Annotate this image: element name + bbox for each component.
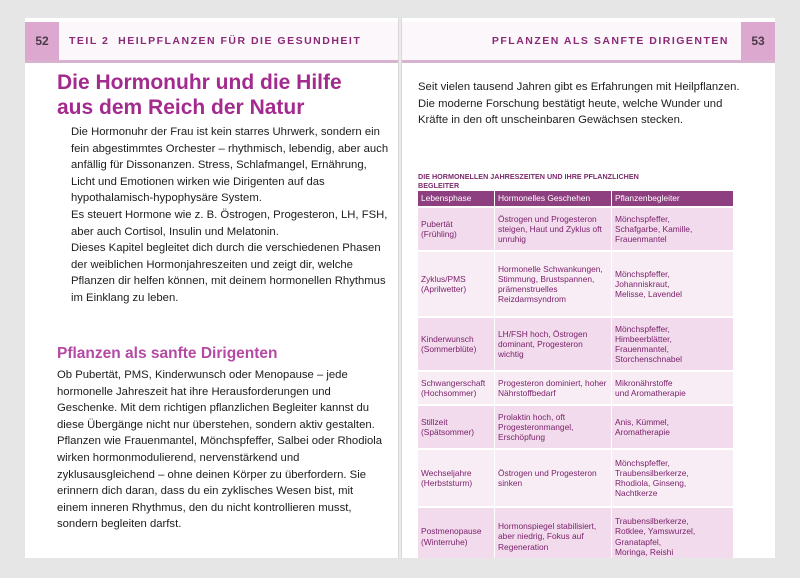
table-row (418, 405, 734, 449)
right-page (402, 18, 775, 558)
table-cell: Mönchspfeffer, Himbeerblätter, Frauenmantel, Storchenschnabel (612, 317, 734, 371)
table-row (418, 371, 734, 405)
table-cell: Mönchspfeffer, Johanniskraut, Melisse, Lavendel (612, 251, 734, 317)
table-cell: Progesteron dominiert, hoher Nährstoffbedarf (495, 371, 612, 405)
table-cell: Traubensilberkerze, Rotklee, Yamswurzel, Granatapfel, Moringa, Reishi (612, 507, 734, 558)
right-running-header (402, 22, 775, 63)
table-cell: Schwangerschaft (Hochsommer) (418, 371, 495, 405)
table-cell: Zyklus/PMS (Aprilwetter) (418, 251, 495, 317)
table-cell: LH/FSH hoch, Östrogen dominant, Progesteron wichtig (495, 317, 612, 371)
table-row (418, 251, 734, 317)
table-cell: Östrogen und Progesteron sinken (495, 449, 612, 507)
table-cell: Östrogen und Progesteron steigen, Haut und Zyklus oft unruhig (495, 207, 612, 251)
table-cell: Anis, Kümmel, Aromatherapie (612, 405, 734, 449)
right-header-text: PFLANZEN ALS SANFTE DIRIGENTEN (491, 35, 729, 47)
body-paragraph: Ob Pubertät, PMS, Kinderwunsch oder Menopause – jede hormonelle Jahreszeit hat ihre Herausforderungen und Geschenke. Mit dem richtigen pflanzlichen Begleiter kannst du diese Übergänge nicht nur überstehen, sondern aktiv gestalten. Pflanzen wie Frauenmantel, Mönchspfeffer, Salbei oder Rhodiola wirken hormonmodulierend, nervenstärkend und zyklusausgleichend – ohne deinen Körper zu überfordern. Sie erinnern dich daran, dass du ein zyklisches Wesen bist, mit einem inneren Rhythmus, den du nicht kontrollieren musst, sondern begleiten darfst. (57, 369, 383, 531)
table-cell: Mönchspfeffer, Traubensilberkerze, Rhodiola, Ginseng, Nachtkerze (612, 449, 734, 507)
left-page-number: 52 (25, 22, 59, 60)
table-header-cell: Lebensphase (418, 191, 495, 207)
table-cell: Hormonspiegel stabilisiert, aber niedrig, Fokus auf Regeneration (495, 507, 612, 558)
table-header-cell: Pflanzenbegleiter (612, 191, 734, 207)
table-cell: Stillzeit (Spätsommer) (418, 405, 495, 449)
table-row (418, 449, 734, 507)
table-cell: Postmenopause (Winterruhe) (418, 507, 495, 558)
table-header-row (418, 191, 734, 207)
table-row (418, 207, 734, 251)
section-heading: Pflanzen als sanfte Dirigenten (57, 345, 278, 362)
right-intro-paragraph: Seit vielen tausend Jahren gibt es Erfahrungen mit Heilpflanzen. Die moderne Forschung bestätigt heute, welche Wunder und Kräfte in den oft unscheinbaren Gewächsen stecken. (418, 81, 740, 127)
intro-paragraph: Die Hormonuhr der Frau ist kein starres Uhrwerk, sondern ein fein abgestimmtes Orchester – rhythmisch, lebendig, aber auch anfällig für Dissonanzen. Stress, Schlafmangel, Ernährung, Licht und Emotionen wirken wie Dirigenten auf das hypothalamisch-hypophysäre System. Es steuert Hormone wie z. B. Östrogen, Progesteron, LH, FSH, aber auch Cortisol, Insulin und Melatonin. Dieses Kapitel begleitet dich durch die verschiedenen Phasen der weiblichen Hormonjahreszeiten und zeigt dir, welche Pflanzen dir helfen können, mit deinem hormonellen Rhythmus im Einklang zu leben. (71, 126, 389, 304)
table-cell: Prolaktin hoch, oft Progesteronmangel, Erschöpfung (495, 405, 612, 449)
hormone-seasons-table (418, 191, 734, 558)
table-row (418, 507, 734, 558)
left-running-header (25, 22, 398, 63)
left-page (25, 18, 398, 558)
table-row (418, 317, 734, 371)
table-cell: Mönchspfeffer, Schafgarbe, Kamille, Frauenmantel (612, 207, 734, 251)
table-cell: Mikronährstoffe und Aromatherapie (612, 371, 734, 405)
table-cell: Hormonelle Schwankungen, Stimmung, Brustspannen, prämenstruelles Reizdarmsyndrom (495, 251, 612, 317)
chapter-title: Die Hormonuhr und die Hilfe aus dem Reich der Natur (57, 71, 342, 119)
table-cell: Kinderwunsch (Sommerblüte) (418, 317, 495, 371)
table-caption: DIE HORMONELLEN JAHRESZEITEN UND IHRE PFLANZLICHEN BEGLEITER (418, 172, 639, 190)
table-cell: Wechseljahre (Herbststurm) (418, 449, 495, 507)
right-page-number: 53 (741, 22, 775, 60)
left-header-text: TEIL 2 HEILPFLANZEN FÜR DIE GESUNDHEIT (69, 35, 362, 47)
table-header-cell: Hormonelles Geschehen (495, 191, 612, 207)
table-cell: Pubertät (Frühling) (418, 207, 495, 251)
